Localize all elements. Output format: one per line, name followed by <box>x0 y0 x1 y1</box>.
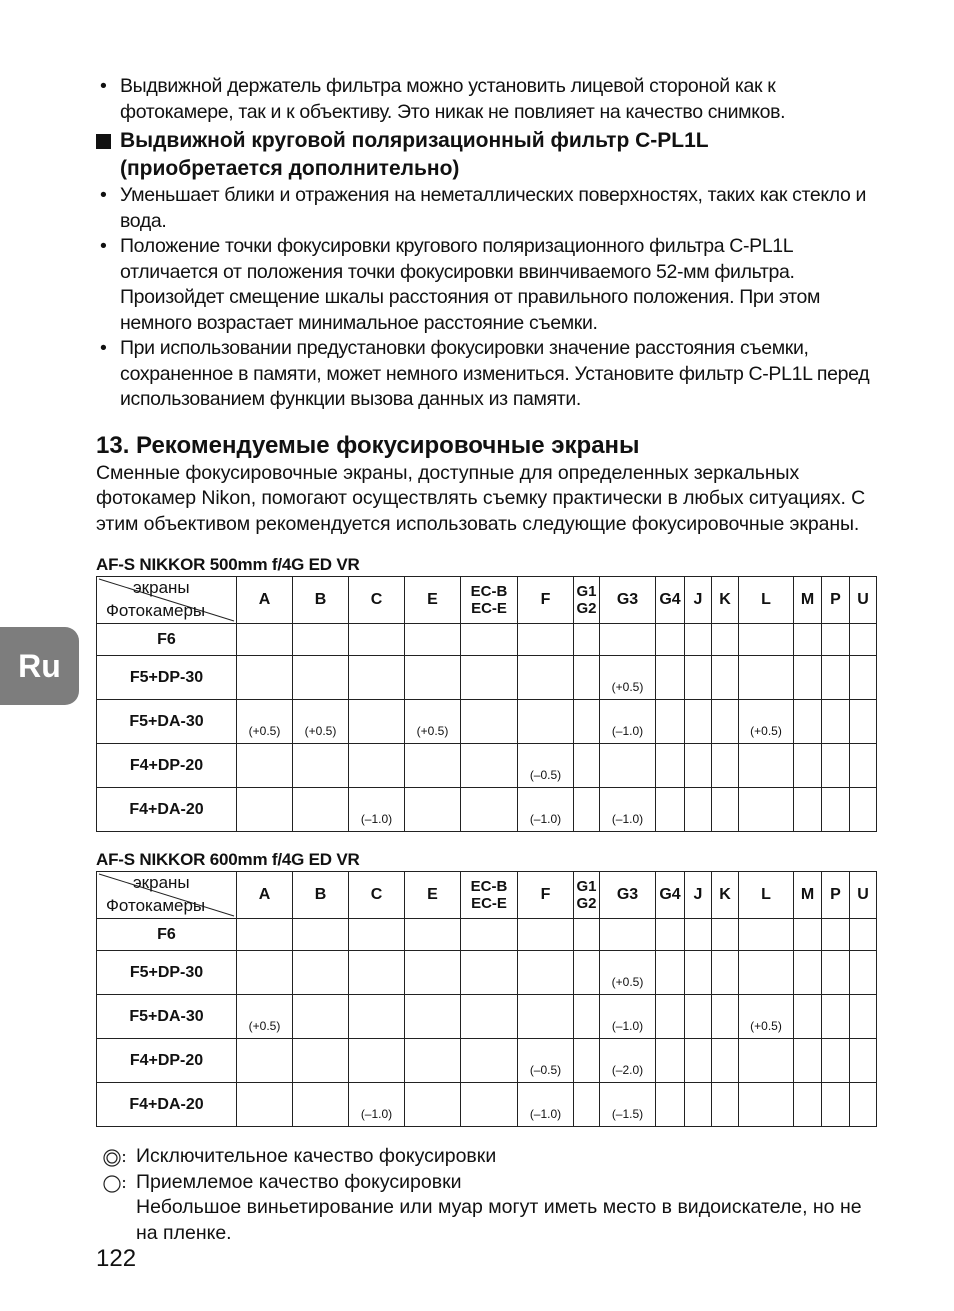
value-cell <box>794 995 822 1039</box>
value-cell <box>794 951 822 995</box>
value-cell <box>405 744 461 788</box>
column-header: U <box>850 577 877 624</box>
value-cell <box>237 919 293 951</box>
value-cell <box>850 919 877 951</box>
value-cell <box>739 951 794 995</box>
bullet-dot: • <box>100 75 107 97</box>
value-cell <box>405 951 461 995</box>
value-cell <box>685 919 712 951</box>
value-cell <box>237 744 293 788</box>
value-cell <box>822 1083 850 1127</box>
value-cell <box>822 951 850 995</box>
value-cell <box>461 656 518 700</box>
column-header: B <box>293 872 349 919</box>
header-corner-cell <box>97 872 237 919</box>
value-cell <box>656 788 685 832</box>
circle-icon <box>100 1174 128 1194</box>
value-cell: (–1.0) <box>518 1083 574 1127</box>
value-cell <box>656 1039 685 1083</box>
value-cell: (+0.5) <box>739 700 794 744</box>
value-cell: (–0.5) <box>518 1039 574 1083</box>
bullet-dot: • <box>100 235 107 257</box>
value-cell <box>461 1039 518 1083</box>
section-title-text: Рекомендуемые фокусировочные экраны <box>136 431 640 459</box>
screens-label: экраны <box>133 873 190 892</box>
table-title-600mm: AF-S NIKKOR 600mm f/4G ED VR <box>96 850 360 869</box>
column-header-line: G2 <box>576 895 597 912</box>
square-bullet-icon <box>96 134 111 149</box>
value-cell <box>600 624 656 656</box>
value-cell <box>293 919 349 951</box>
value-cell <box>237 1083 293 1127</box>
value-cell <box>739 1083 794 1127</box>
value-cell <box>461 744 518 788</box>
column-header <box>574 577 600 624</box>
column-header: C <box>349 577 405 624</box>
value-cell: (–2.0) <box>600 1039 656 1083</box>
value-cell <box>656 700 685 744</box>
value-cell <box>461 1083 518 1127</box>
column-header: P <box>822 872 850 919</box>
value-cell <box>349 700 405 744</box>
value-cell <box>405 624 461 656</box>
value-cell <box>685 788 712 832</box>
camera-cell: F4+DP-20 <box>97 744 237 788</box>
value-cell <box>461 919 518 951</box>
value-cell <box>739 788 794 832</box>
value-cell <box>574 744 600 788</box>
language-tab: Ru <box>0 627 79 705</box>
value-cell <box>822 1039 850 1083</box>
value-cell <box>712 995 739 1039</box>
legend <box>96 1144 876 1246</box>
column-header: G3 <box>600 872 656 919</box>
value-cell: (–1.0) <box>600 700 656 744</box>
value-cell <box>850 995 877 1039</box>
cameras-label: Фотокамеры <box>106 896 206 915</box>
value-cell <box>574 624 600 656</box>
value-cell: (–1.0) <box>518 788 574 832</box>
column-header-line: G2 <box>576 600 597 617</box>
value-cell <box>822 624 850 656</box>
value-cell <box>293 744 349 788</box>
cpl-heading <box>96 127 876 183</box>
value-cell <box>685 700 712 744</box>
column-header <box>461 872 518 919</box>
value-cell <box>822 744 850 788</box>
column-header-line: EC-B <box>470 583 508 600</box>
value-cell <box>656 744 685 788</box>
table-title-500mm: AF-S NIKKOR 500mm f/4G ED VR <box>96 555 360 574</box>
value-cell <box>518 700 574 744</box>
value-cell <box>850 1039 877 1083</box>
value-cell <box>739 919 794 951</box>
value-cell <box>518 919 574 951</box>
screens-label: экраны <box>133 578 190 597</box>
camera-cell: F6 <box>97 624 237 656</box>
value-cell <box>405 1039 461 1083</box>
value-cell <box>822 788 850 832</box>
bullet-text: Положение точки фокусировки кругового поляризационного фильтра C-PL1L отличается от положения точки фокусировки ввинчиваемого 52-мм фильтра. Произойдет смещение шкалы расстояния от правильного положения. При этом немного возрастает минимальное расстояние съемки. <box>120 235 821 334</box>
value-cell <box>600 919 656 951</box>
cpl-heading-text: Выдвижной круговой поляризационный фильтр C-PL1L (приобретается дополнительно) <box>120 129 709 180</box>
value-cell <box>405 1083 461 1127</box>
value-cell <box>349 656 405 700</box>
value-cell: (+0.5) <box>600 951 656 995</box>
value-cell <box>656 1083 685 1127</box>
bullet-text: Уменьшает блики и отражения на неметаллических поверхностях, таких как стекло и вода. <box>120 184 867 232</box>
intro-bullet <box>96 74 876 125</box>
value-cell <box>685 656 712 700</box>
value-cell <box>405 919 461 951</box>
value-cell <box>574 1039 600 1083</box>
page-content <box>96 74 876 1246</box>
value-cell <box>794 656 822 700</box>
column-header-line: EC-E <box>471 600 507 617</box>
column-header: J <box>685 872 712 919</box>
table-row <box>97 656 877 700</box>
column-header: F <box>518 577 574 624</box>
camera-cell: F5+DA-30 <box>97 700 237 744</box>
value-cell <box>237 788 293 832</box>
value-cell <box>850 1083 877 1127</box>
value-cell <box>293 1039 349 1083</box>
value-cell <box>574 951 600 995</box>
value-cell: (–1.0) <box>600 995 656 1039</box>
table-row <box>97 951 877 995</box>
value-cell: (+0.5) <box>237 700 293 744</box>
value-cell: (–1.0) <box>349 1083 405 1127</box>
table-row <box>97 1039 877 1083</box>
value-cell <box>349 951 405 995</box>
column-header: M <box>794 577 822 624</box>
value-cell: (+0.5) <box>405 700 461 744</box>
column-header: G4 <box>656 577 685 624</box>
value-cell <box>349 744 405 788</box>
table-row <box>97 700 877 744</box>
value-cell <box>685 951 712 995</box>
bullet-text: Выдвижной держатель фильтра можно установить лицевой стороной как к фотокамере, так и к объективу. Это никак не повлияет на качество снимков. <box>120 75 786 123</box>
column-header: E <box>405 872 461 919</box>
value-cell <box>237 951 293 995</box>
value-cell <box>822 995 850 1039</box>
focusing-screen-table-600mm <box>96 871 877 1127</box>
value-cell <box>822 919 850 951</box>
value-cell <box>850 624 877 656</box>
section-title: 13. Рекомендуемые фокусировочные экраны <box>96 431 640 459</box>
value-cell <box>405 995 461 1039</box>
column-header: K <box>712 872 739 919</box>
value-cell <box>293 1083 349 1127</box>
section-paragraph: Сменные фокусировочные экраны, доступные для определенных зеркальных фотокамер Nikon, помогают осуществлять съемку практически в любых ситуациях. С этим объективом рекомендуется использовать следующие фокусировочные экраны. <box>96 461 866 535</box>
column-header: G3 <box>600 577 656 624</box>
camera-cell: F4+DA-20 <box>97 1083 237 1127</box>
value-cell <box>349 624 405 656</box>
value-cell <box>237 624 293 656</box>
cameras-label: Фотокамеры <box>106 601 206 620</box>
value-cell <box>685 744 712 788</box>
column-header <box>461 577 518 624</box>
value-cell <box>712 700 739 744</box>
value-cell <box>461 788 518 832</box>
value-cell <box>293 788 349 832</box>
value-cell <box>685 1039 712 1083</box>
legend-excellent <box>96 1144 876 1170</box>
value-cell <box>518 624 574 656</box>
value-cell <box>739 744 794 788</box>
value-cell <box>574 700 600 744</box>
column-header: E <box>405 577 461 624</box>
value-cell <box>794 700 822 744</box>
value-cell <box>739 624 794 656</box>
value-cell <box>685 624 712 656</box>
value-cell: (–1.5) <box>600 1083 656 1127</box>
value-cell <box>349 995 405 1039</box>
column-header: C <box>349 872 405 919</box>
camera-cell: F5+DA-30 <box>97 995 237 1039</box>
value-cell <box>461 995 518 1039</box>
value-cell <box>794 1039 822 1083</box>
value-cell <box>293 951 349 995</box>
legend-excellent-text: Исключительное качество фокусировки <box>136 1145 497 1167</box>
value-cell <box>656 656 685 700</box>
column-header: G4 <box>656 872 685 919</box>
table-row <box>97 919 877 951</box>
value-cell: (–1.0) <box>349 788 405 832</box>
value-cell <box>656 624 685 656</box>
value-cell <box>461 700 518 744</box>
value-cell <box>794 919 822 951</box>
value-cell <box>712 744 739 788</box>
value-cell <box>794 788 822 832</box>
value-cell: (+0.5) <box>293 700 349 744</box>
value-cell <box>739 656 794 700</box>
value-cell <box>712 1039 739 1083</box>
value-cell <box>712 788 739 832</box>
value-cell <box>518 656 574 700</box>
value-cell <box>293 656 349 700</box>
value-cell <box>712 919 739 951</box>
table-row <box>97 788 877 832</box>
column-header: M <box>794 872 822 919</box>
camera-cell: F4+DA-20 <box>97 788 237 832</box>
table-row <box>97 1083 877 1127</box>
value-cell: (–0.5) <box>518 744 574 788</box>
cpl-bullet <box>96 336 876 413</box>
column-header: J <box>685 577 712 624</box>
column-header: L <box>739 577 794 624</box>
column-header: P <box>822 577 850 624</box>
cpl-bullet <box>96 183 876 234</box>
double-circle-icon <box>100 1148 128 1168</box>
value-cell <box>293 624 349 656</box>
value-cell <box>822 656 850 700</box>
cpl-bullet <box>96 234 876 336</box>
value-cell: (–1.0) <box>600 788 656 832</box>
header-corner-cell <box>97 577 237 624</box>
value-cell <box>656 919 685 951</box>
value-cell <box>850 700 877 744</box>
value-cell <box>237 656 293 700</box>
value-cell <box>794 1083 822 1127</box>
table-row <box>97 995 877 1039</box>
column-header: B <box>293 577 349 624</box>
value-cell <box>574 919 600 951</box>
value-cell <box>574 788 600 832</box>
value-cell <box>518 951 574 995</box>
value-cell <box>850 951 877 995</box>
value-cell <box>349 1039 405 1083</box>
value-cell <box>685 995 712 1039</box>
column-header-line: G1 <box>576 878 597 895</box>
value-cell <box>822 700 850 744</box>
value-cell <box>349 919 405 951</box>
value-cell <box>685 1083 712 1127</box>
value-cell <box>850 744 877 788</box>
column-header-line: EC-E <box>471 895 507 912</box>
column-header-line: G1 <box>576 583 597 600</box>
value-cell <box>794 744 822 788</box>
value-cell <box>712 951 739 995</box>
bullet-text: При использовании предустановки фокусировки значение расстояния съемки, сохраненное в памяти, может немного измениться. Установите фильтр C-PL1L перед использованием функции вызова данных из памяти. <box>120 337 870 410</box>
value-cell: (+0.5) <box>600 656 656 700</box>
column-header-line: EC-B <box>470 878 508 895</box>
column-header: A <box>237 577 293 624</box>
value-cell: (+0.5) <box>739 995 794 1039</box>
bullet-dot: • <box>100 337 107 359</box>
bullet-dot: • <box>100 184 107 206</box>
value-cell: (+0.5) <box>237 995 293 1039</box>
value-cell <box>405 788 461 832</box>
section-number: 13 <box>96 431 123 459</box>
table-row <box>97 744 877 788</box>
value-cell <box>518 995 574 1039</box>
column-header: U <box>850 872 877 919</box>
column-header: K <box>712 577 739 624</box>
value-cell <box>794 624 822 656</box>
value-cell <box>600 744 656 788</box>
value-cell <box>712 1083 739 1127</box>
camera-cell: F4+DP-20 <box>97 1039 237 1083</box>
value-cell <box>850 788 877 832</box>
value-cell <box>574 656 600 700</box>
value-cell <box>574 1083 600 1127</box>
value-cell <box>237 1039 293 1083</box>
value-cell <box>461 951 518 995</box>
column-header: F <box>518 872 574 919</box>
camera-cell: F5+DP-30 <box>97 656 237 700</box>
value-cell <box>712 624 739 656</box>
legend-acceptable-text: Приемлемое качество фокусировки <box>136 1170 462 1193</box>
value-cell <box>656 995 685 1039</box>
camera-cell: F6 <box>97 919 237 951</box>
camera-cell: F5+DP-30 <box>97 951 237 995</box>
legend-acceptable-note: Небольшое виньетирование или муар могут иметь место в видоискателе, но не на пленке. <box>136 1196 862 1244</box>
value-cell <box>461 624 518 656</box>
table-row <box>97 624 877 656</box>
value-cell <box>574 995 600 1039</box>
column-header <box>574 872 600 919</box>
value-cell <box>739 1039 794 1083</box>
column-header: A <box>237 872 293 919</box>
value-cell <box>405 656 461 700</box>
value-cell <box>850 656 877 700</box>
value-cell <box>656 951 685 995</box>
value-cell <box>712 656 739 700</box>
page-number: 122 <box>96 1245 137 1272</box>
column-header: L <box>739 872 794 919</box>
value-cell <box>293 995 349 1039</box>
legend-acceptable <box>96 1170 876 1247</box>
focusing-screen-table-500mm <box>96 576 877 832</box>
